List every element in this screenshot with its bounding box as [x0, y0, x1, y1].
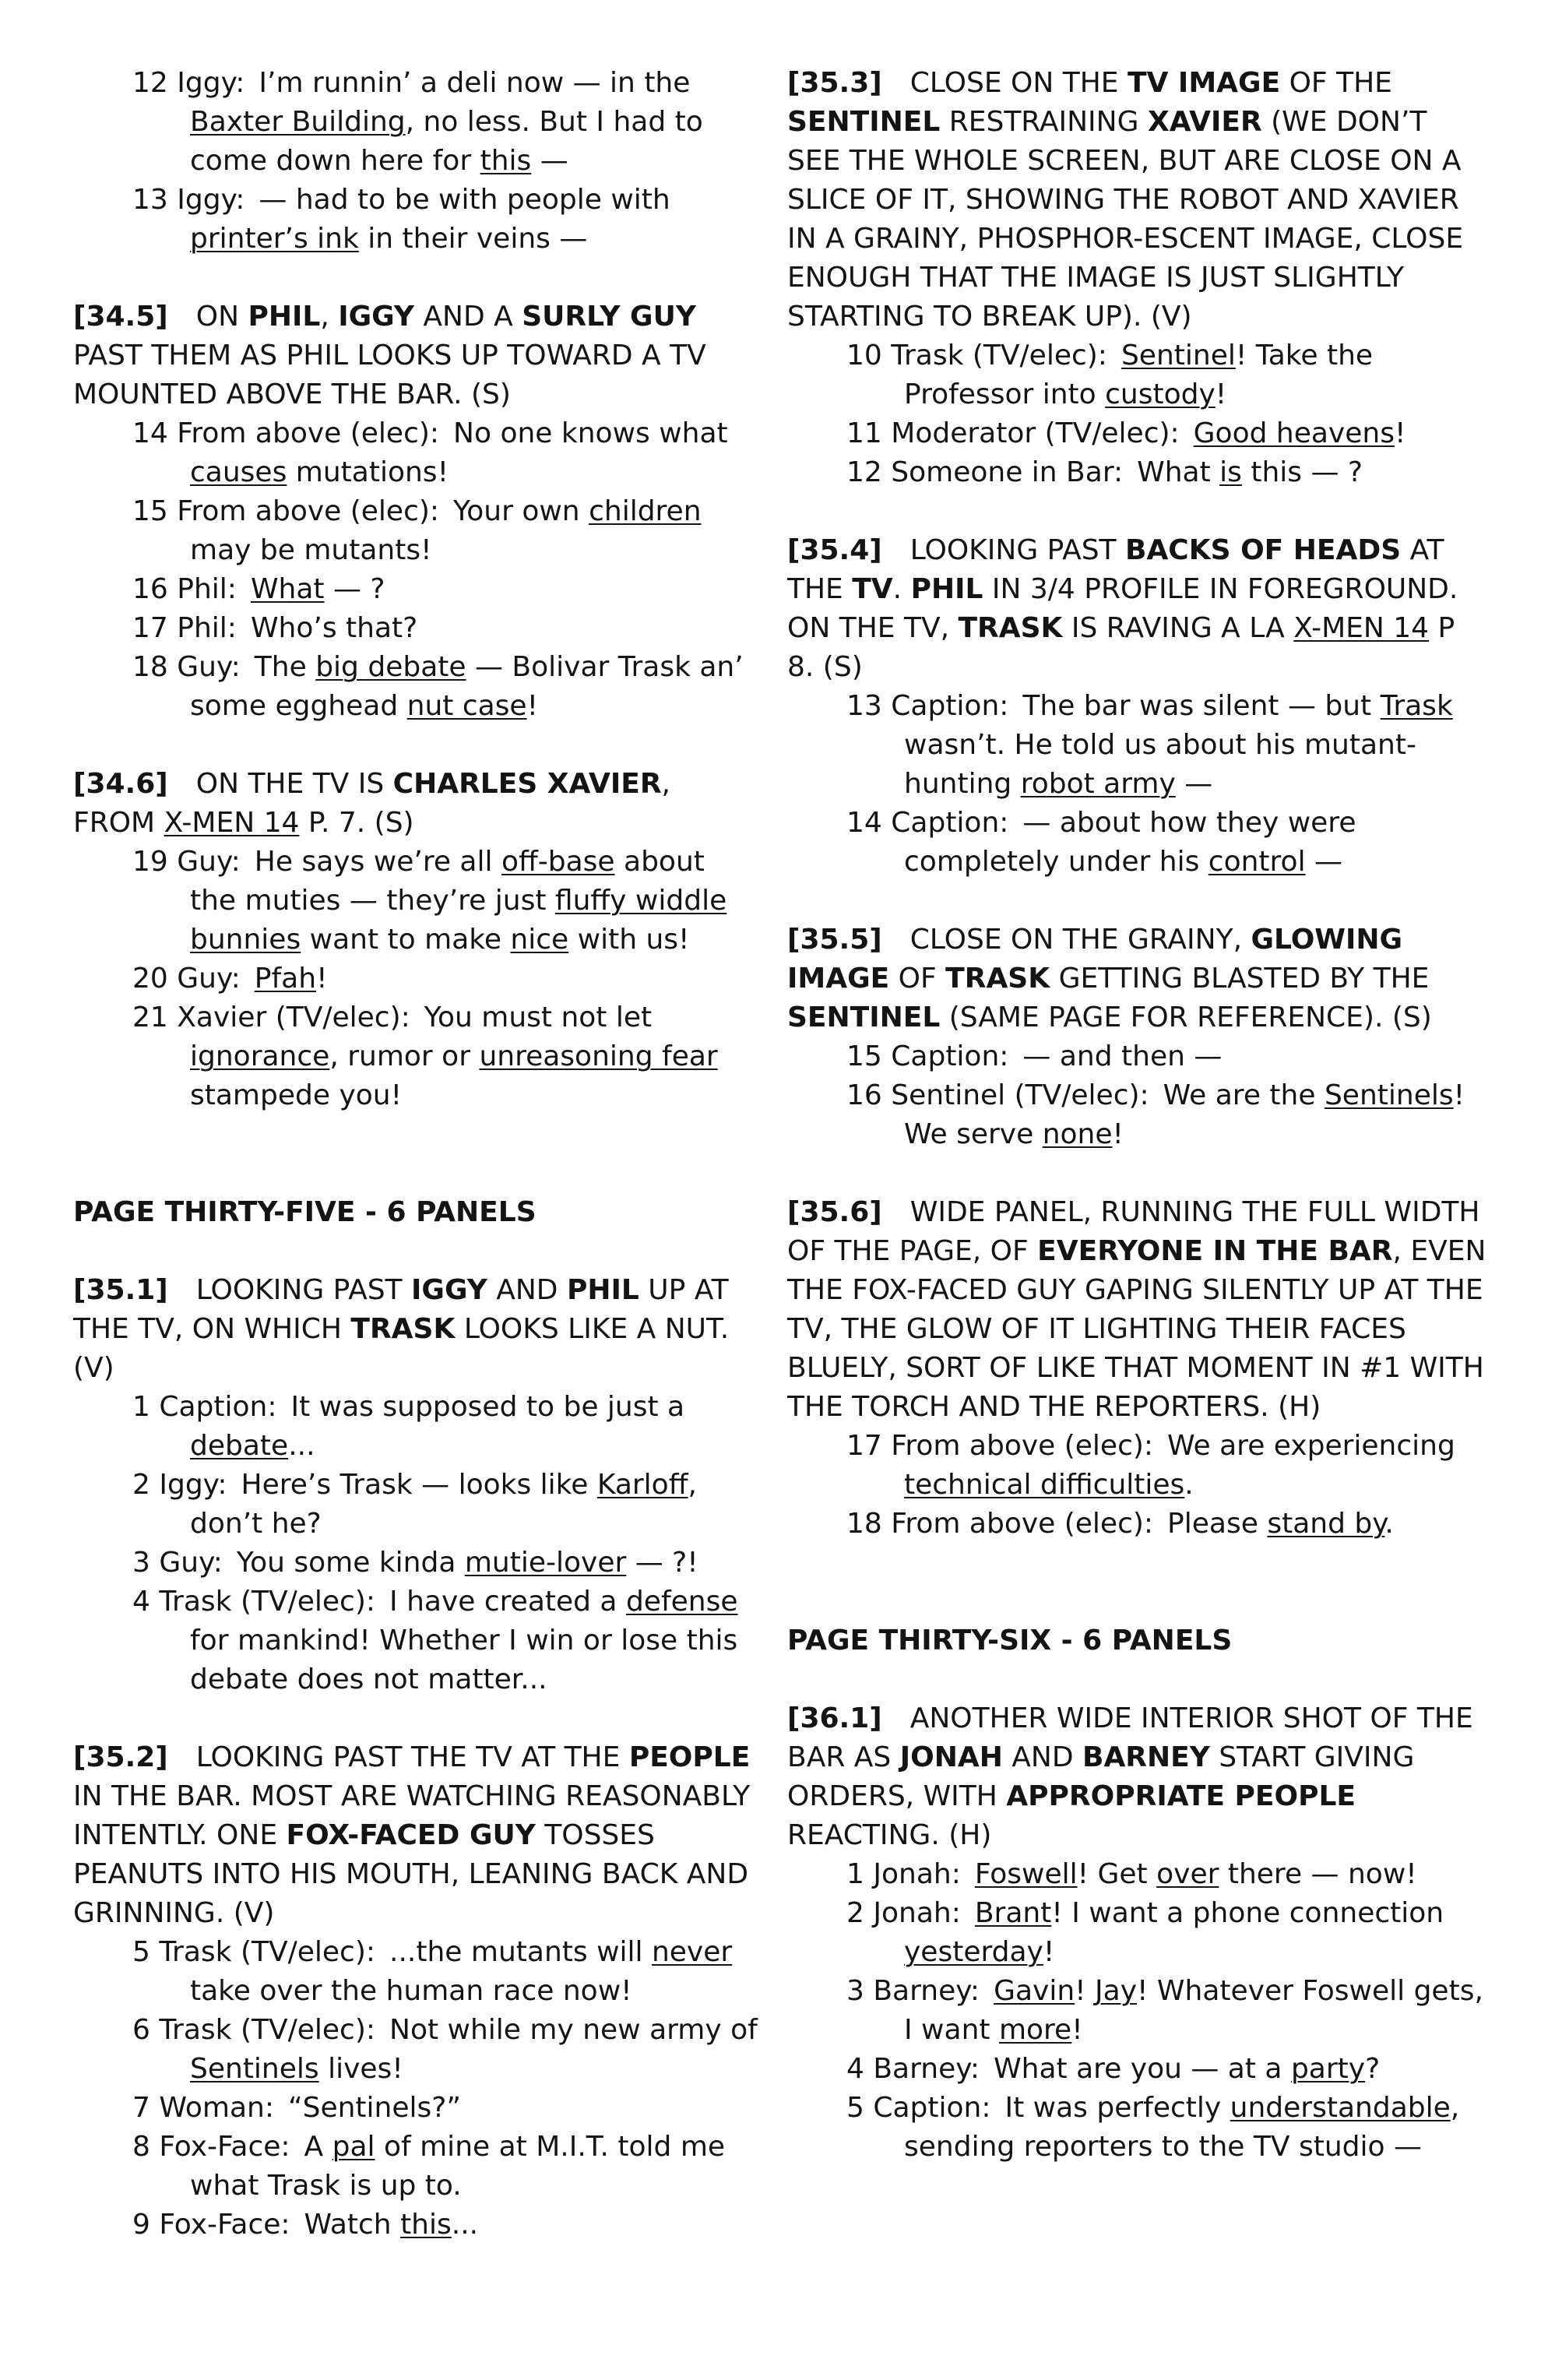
- line-number: 21: [132, 1002, 168, 1033]
- line-number: 7: [132, 2092, 150, 2124]
- left-column: [73, 64, 758, 2283]
- dialogue-line: [846, 1505, 1488, 1544]
- speaker: Guy:: [159, 1547, 223, 1579]
- speaker: Woman:: [159, 2092, 274, 2124]
- speaker: Jonah:: [873, 1858, 961, 1890]
- dialogue-block: [73, 64, 758, 259]
- panel-number: [35.4]: [787, 534, 882, 566]
- speaker: Iggy:: [159, 1469, 227, 1501]
- line-text: I’m runnin’ a deli now — in the Baxter Building, no less. But I had to come down here for this —: [190, 67, 703, 177]
- speaker: Iggy:: [177, 67, 245, 99]
- dialogue-line: [132, 570, 758, 609]
- line-number: 3: [846, 1975, 864, 2007]
- line-text: Good heavens!: [1193, 417, 1406, 449]
- speaker: Guy:: [177, 963, 241, 995]
- dialogue-line: [132, 609, 758, 648]
- line-number: 4: [846, 2053, 864, 2085]
- line-text: Pfah!: [254, 963, 328, 995]
- panel-description: [73, 1738, 758, 1933]
- speaker: Caption:: [891, 807, 1009, 839]
- line-number: 19: [132, 846, 168, 878]
- panel-number: [35.3]: [787, 67, 882, 99]
- dialogue-line: [132, 998, 758, 1115]
- line-text: Brant! I want a phone connection yesterday!: [904, 1897, 1444, 1968]
- page-heading: PAGE THIRTY-SIX - 6 PANELS: [787, 1625, 1233, 1656]
- line-number: 6: [132, 2014, 150, 2046]
- panel-description: [787, 1193, 1488, 1427]
- line-text: Sentinel! Take the Professor into custody!: [904, 340, 1374, 410]
- speaker: Phil:: [177, 573, 237, 605]
- panel-text: CLOSE ON THE GRAINY, GLOWING IMAGE OF TRASK GETTING BLASTED BY THE SENTINEL (SAME PAGE FOR REFERENCE). (S): [787, 924, 1432, 1033]
- speaker: Iggy:: [177, 184, 245, 216]
- speaker: From above (elec):: [891, 1508, 1154, 1540]
- line-text: I have created a defense for mankind! Whether I win or lose this debate does not matter...: [190, 1586, 738, 1695]
- dialogue-line: [846, 1037, 1488, 1076]
- dialogue-line: [132, 1466, 758, 1544]
- line-text: Not while my new army of Sentinels lives!: [190, 2014, 758, 2085]
- line-text: We are the Sentinels! We serve none!: [904, 1079, 1465, 1150]
- dialogue-line: [846, 2050, 1488, 2089]
- panel-block: [73, 1738, 758, 2244]
- speaker: Moderator (TV/elec):: [891, 417, 1180, 449]
- speaker: From above (elec):: [177, 495, 440, 527]
- line-text: A pal of mine at M.I.T. told me what Trask is up to.: [190, 2131, 726, 2202]
- line-text: Watch this...: [304, 2209, 479, 2241]
- line-text: ...the mutants will never take over the human race now!: [190, 1936, 733, 2007]
- line-number: 12: [846, 456, 882, 488]
- dialogue-line: [132, 2128, 758, 2206]
- line-text: Here’s Trask — looks like Karloff, don’t he?: [190, 1469, 697, 1540]
- panel-text: CLOSE ON THE TV IMAGE OF THE SENTINEL RESTRAINING XAVIER (WE DON’T SEE THE WHOLE SCREEN, BUT ARE CLOSE ON A SLICE OF IT, SHOWING THE ROBOT AND XAVIER IN A GRAINY, PHOSPHOR-ESCENT IMAGE, CLOSE ENOUGH THAT THE IMAGE IS JUST SLIGHTLY STARTING TO BREAK UP). (V): [787, 67, 1464, 333]
- line-text: What is this — ?: [1137, 456, 1363, 488]
- panel-block: [73, 298, 758, 726]
- line-text: We are experiencing technical difficulties.: [904, 1430, 1455, 1501]
- panel-text: ON PHIL, IGGY AND A SURLY GUY PAST THEM AS PHIL LOOKS UP TOWARD A TV MOUNTED ABOVE THE BAR. (S): [73, 301, 706, 410]
- dialogue-line: [132, 959, 758, 998]
- dialogue-line: [132, 2089, 758, 2128]
- line-text: Please stand by.: [1167, 1508, 1394, 1540]
- page-heading: PAGE THIRTY-FIVE - 6 PANELS: [73, 1196, 537, 1228]
- line-number: 4: [132, 1586, 150, 1618]
- line-number: 16: [846, 1079, 882, 1111]
- line-number: 14: [132, 417, 168, 449]
- line-text: He says we’re all off-base about the muties — they’re just fluffy widdle bunnies want to make nice with us!: [190, 846, 727, 956]
- line-text: Foswell! Get over there — now!: [974, 1858, 1417, 1890]
- speaker: Trask (TV/elec):: [159, 1936, 376, 1968]
- panel-number: [34.6]: [73, 768, 168, 800]
- line-number: 5: [132, 1936, 150, 1968]
- speaker: Guy:: [177, 846, 241, 878]
- line-number: 8: [132, 2131, 150, 2163]
- speaker: Caption:: [873, 2092, 991, 2124]
- line-number: 15: [132, 495, 168, 527]
- dialogue-line: [132, 648, 758, 726]
- speaker: Barney:: [873, 2053, 980, 2085]
- panel-description: [787, 1699, 1488, 1855]
- speaker: Phil:: [177, 612, 237, 644]
- panel-number: [35.5]: [787, 924, 882, 956]
- line-number: 17: [132, 612, 168, 644]
- line-number: 20: [132, 963, 168, 995]
- speaker: Barney:: [873, 1975, 980, 2007]
- dialogue-line: [132, 414, 758, 492]
- line-text: — and then —: [1022, 1040, 1223, 1072]
- dialogue-line: [846, 336, 1488, 414]
- line-text: — had to be with people with printer’s ink in their veins —: [190, 184, 670, 255]
- panel-block: [73, 1271, 758, 1699]
- line-number: 17: [846, 1430, 882, 1462]
- panel-text: LOOKING PAST BACKS OF HEADS AT THE TV. PHIL IN 3/4 PROFILE IN FOREGROUND. ON THE TV, TRASK IS RAVING A LA X-MEN 14 P 8. (S): [787, 534, 1458, 683]
- speaker: Someone in Bar:: [891, 456, 1124, 488]
- line-text: What — ?: [250, 573, 385, 605]
- speaker: Xavier (TV/elec):: [177, 1002, 410, 1033]
- dialogue-line: [132, 2206, 758, 2244]
- line-text: Gavin! Jay! Whatever Foswell gets, I want more!: [904, 1975, 1483, 2046]
- line-text: The big debate — Bolivar Trask an’ some egghead nut case!: [190, 651, 744, 722]
- panel-text: LOOKING PAST IGGY AND PHIL UP AT THE TV, ON WHICH TRASK LOOKS LIKE A NUT. (V): [73, 1274, 730, 1384]
- speaker: Guy:: [177, 651, 241, 683]
- dialogue-line: [132, 1388, 758, 1466]
- line-text: It was supposed to be just a debate...: [190, 1391, 685, 1462]
- panel-block: [787, 531, 1488, 882]
- line-number: 1: [132, 1391, 150, 1423]
- line-number: 2: [846, 1897, 864, 1929]
- speaker: Sentinel (TV/elec):: [891, 1079, 1149, 1111]
- line-number: 12: [132, 67, 168, 99]
- line-number: 1: [846, 1858, 864, 1890]
- dialogue-line: [846, 2089, 1488, 2167]
- right-column: [787, 64, 1488, 2206]
- speaker: Caption:: [891, 690, 1009, 722]
- panel-description: [73, 765, 758, 843]
- dialogue-line: [846, 1427, 1488, 1505]
- panel-block: [73, 765, 758, 1115]
- panel-number: [35.2]: [73, 1741, 168, 1773]
- line-number: 18: [132, 651, 168, 683]
- dialogue-line: [132, 492, 758, 570]
- panel-number: [34.5]: [73, 301, 168, 333]
- speaker: Fox-Face:: [159, 2131, 290, 2163]
- line-text: Your own children may be mutants!: [190, 495, 702, 566]
- panel-block: [787, 1699, 1488, 2167]
- line-number: 3: [132, 1547, 150, 1579]
- panel-description: [787, 531, 1488, 687]
- dialogue-line: [132, 843, 758, 959]
- dialogue-line: [132, 2011, 758, 2089]
- panel-description: [787, 921, 1488, 1037]
- dialogue-line: [846, 1855, 1488, 1894]
- line-number: 10: [846, 340, 882, 371]
- line-text: You some kinda mutie-lover — ?!: [236, 1547, 698, 1579]
- speaker: Caption:: [159, 1391, 277, 1423]
- line-text: Who’s that?: [250, 612, 418, 644]
- panel-number: [36.1]: [787, 1702, 882, 1734]
- dialogue-line: [132, 181, 758, 259]
- dialogue-line: [846, 687, 1488, 804]
- speaker: Caption:: [891, 1040, 1009, 1072]
- panel-description: [787, 64, 1488, 336]
- line-text: No one knows what causes mutations!: [190, 417, 728, 488]
- line-number: 15: [846, 1040, 882, 1072]
- speaker: Trask (TV/elec):: [891, 340, 1107, 371]
- speaker: Trask (TV/elec):: [159, 1586, 376, 1618]
- panel-text: LOOKING PAST THE TV AT THE PEOPLE IN THE BAR. MOST ARE WATCHING REASONABLY INTENTLY. ONE FOX-FACED GUY TOSSES PEANUTS INTO HIS MOUTH, LEANING BACK AND GRINNING. (V): [73, 1741, 751, 1929]
- line-text: “Sentinels?”: [287, 2092, 462, 2124]
- line-number: 5: [846, 2092, 864, 2124]
- line-text: The bar was silent — but Trask wasn’t. He told us about his mutant-hunting robot army —: [904, 690, 1453, 800]
- dialogue-line: [846, 804, 1488, 882]
- dialogue-line: [132, 64, 758, 181]
- line-number: 16: [132, 573, 168, 605]
- line-number: 13: [132, 184, 168, 216]
- dialogue-line: [132, 1583, 758, 1699]
- dialogue-line: [846, 1076, 1488, 1154]
- panel-block: [787, 64, 1488, 492]
- dialogue-line: [132, 1544, 758, 1583]
- dialogue-line: [846, 1894, 1488, 1972]
- panel-text: WIDE PANEL, RUNNING THE FULL WIDTH OF THE PAGE, OF EVERYONE IN THE BAR, EVEN THE FOX-FACED GUY GAPING SILENTLY UP AT THE TV, THE GLOW OF IT LIGHTING THEIR FACES BLUELY, SORT OF LIKE THAT MOMENT IN #1 WITH THE TORCH AND THE REPORTERS. (H): [787, 1196, 1486, 1423]
- line-text: You must not let ignorance, rumor or unreasoning fear stampede you!: [190, 1002, 718, 1111]
- line-number: 13: [846, 690, 882, 722]
- line-number: 14: [846, 807, 882, 839]
- line-number: 11: [846, 417, 882, 449]
- line-number: 2: [132, 1469, 150, 1501]
- panel-text: ANOTHER WIDE INTERIOR SHOT OF THE BAR AS JONAH AND BARNEY START GIVING ORDERS, WITH APPROPRIATE PEOPLE REACTING. (H): [787, 1702, 1473, 1851]
- speaker: Trask (TV/elec):: [159, 2014, 376, 2046]
- speaker: From above (elec):: [177, 417, 440, 449]
- speaker: Jonah:: [873, 1897, 961, 1929]
- panel-description: [73, 1271, 758, 1388]
- dialogue-line: [846, 414, 1488, 453]
- panel-block: [787, 921, 1488, 1154]
- line-text: — about how they were completely under his control —: [904, 807, 1356, 878]
- line-text: What are you — at a party?: [994, 2053, 1381, 2085]
- speaker: From above (elec):: [891, 1430, 1154, 1462]
- panel-number: [35.6]: [787, 1196, 882, 1228]
- line-number: 9: [132, 2209, 150, 2241]
- line-number: 18: [846, 1508, 882, 1540]
- dialogue-line: [846, 453, 1488, 492]
- line-text: It was perfectly understandable, sending reporters to the TV studio —: [904, 2092, 1460, 2163]
- panel-description: [73, 298, 758, 414]
- panel-block: [787, 1193, 1488, 1544]
- panel-number: [35.1]: [73, 1274, 168, 1306]
- dialogue-line: [846, 1972, 1488, 2050]
- speaker: Fox-Face:: [159, 2209, 290, 2241]
- panel-text: ON THE TV IS CHARLES XAVIER, FROM X-MEN 14 P. 7. (S): [73, 768, 670, 839]
- dialogue-line: [132, 1933, 758, 2011]
